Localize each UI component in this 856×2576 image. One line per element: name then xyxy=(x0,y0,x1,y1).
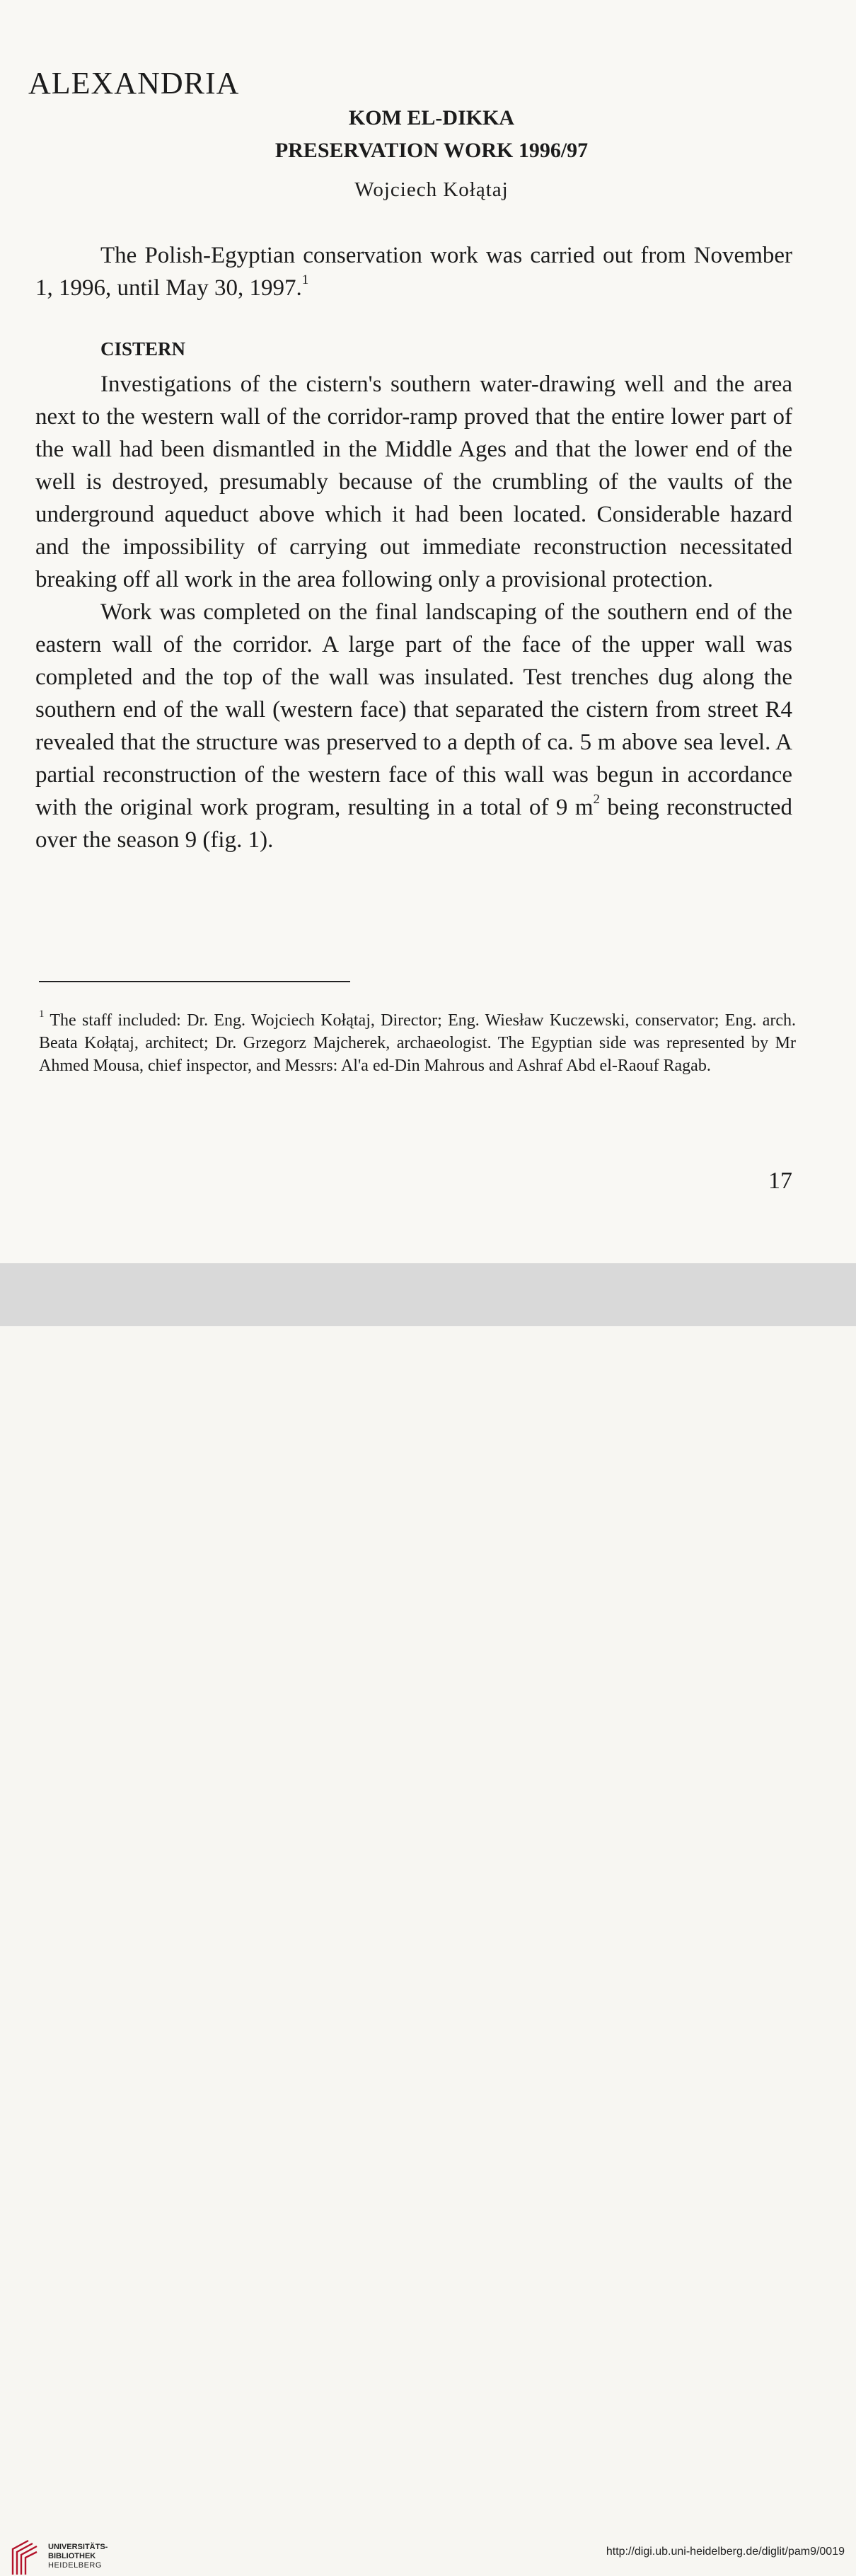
library-name xyxy=(48,2543,108,2570)
footnote-text: The staff included: Dr. Eng. Wojciech Kołątaj, Director; Eng. Wiesław Kuczewski, conservator; Eng. arch. Beata Kołątaj, architect; Dr. Grzegorz Majcherek, archaeologist. The Egyptian side was represented by Mr Ahmed Mousa, chief inspector, and Messrs: Al'a ed-Din Mahrous and Ashraf Abd el-Raouf Ragab. xyxy=(39,1011,796,1075)
article-title-line2: PRESERVATION WORK 1996/97 xyxy=(274,139,589,162)
paragraph2-text-a: Work was completed on the final landscaping of the southern end of the eastern wall of the corridor. A large part of the face of the upper wall was completed and the top of the wall was insulated. Test trenches dug along the southern end of the wall (western face) that separated the cistern from street R4 revealed that the structure was preserved to a depth of ca. 5 m above sea level. A partial reconstruction of the western face of this wall was begun in accordance with the original work program, resulting in a total of 9 m xyxy=(35,599,792,820)
source-url-link[interactable]: http://digi.ub.uni-heidelberg.de/diglit/pam9/0019 xyxy=(606,2546,845,2558)
document-page xyxy=(0,0,856,1263)
library-line3: HEIDELBERG xyxy=(48,2561,102,2570)
author-name: Wojciech Kołątaj xyxy=(354,178,509,201)
footnote xyxy=(39,1009,796,1077)
cistern-paragraph-1: Investigations of the cistern's southern water-drawing well and the area next to the western wall of the corridor-ramp proved that the entire lower part of the wall had been dismantled in the Middle Ages and that the lower end of the well is destroyed, presumably because of the crumbling of the vaults of the underground aqueduct above which it had been located. Considerable hazard and the impossibility of carrying out immediate reconstruction necessitated breaking off all work in the area following only a provisional protection. xyxy=(35,372,792,592)
superscript-2: 2 xyxy=(593,792,601,807)
footnote-divider xyxy=(39,981,350,982)
cistern-paragraph-2 xyxy=(35,596,792,856)
footnote-ref[interactable]: 1 xyxy=(301,272,309,287)
intro-paragraph xyxy=(35,239,792,304)
library-line2: BIBLIOTHEK xyxy=(48,2552,96,2560)
section-heading: ALEXANDRIA xyxy=(28,66,240,100)
footnote-marker: 1 xyxy=(39,1008,45,1020)
library-line1: UNIVERSITÄTS- xyxy=(48,2543,108,2551)
cistern-heading: CISTERN xyxy=(100,338,186,360)
cistern-body xyxy=(35,368,792,856)
footer-bar xyxy=(0,1263,856,2570)
article-title-line1: KOM EL-DIKKA xyxy=(348,106,515,130)
page-number: 17 xyxy=(768,1168,792,1194)
intro-text: The Polish-Egyptian conservation work was carried out from November 1, 1996, until May 30, 1997. xyxy=(35,243,792,301)
paragraph2-text-b: being reconstructed over the season 9 (fig. 1). xyxy=(35,795,792,853)
library-logo-icon xyxy=(10,2538,38,2576)
